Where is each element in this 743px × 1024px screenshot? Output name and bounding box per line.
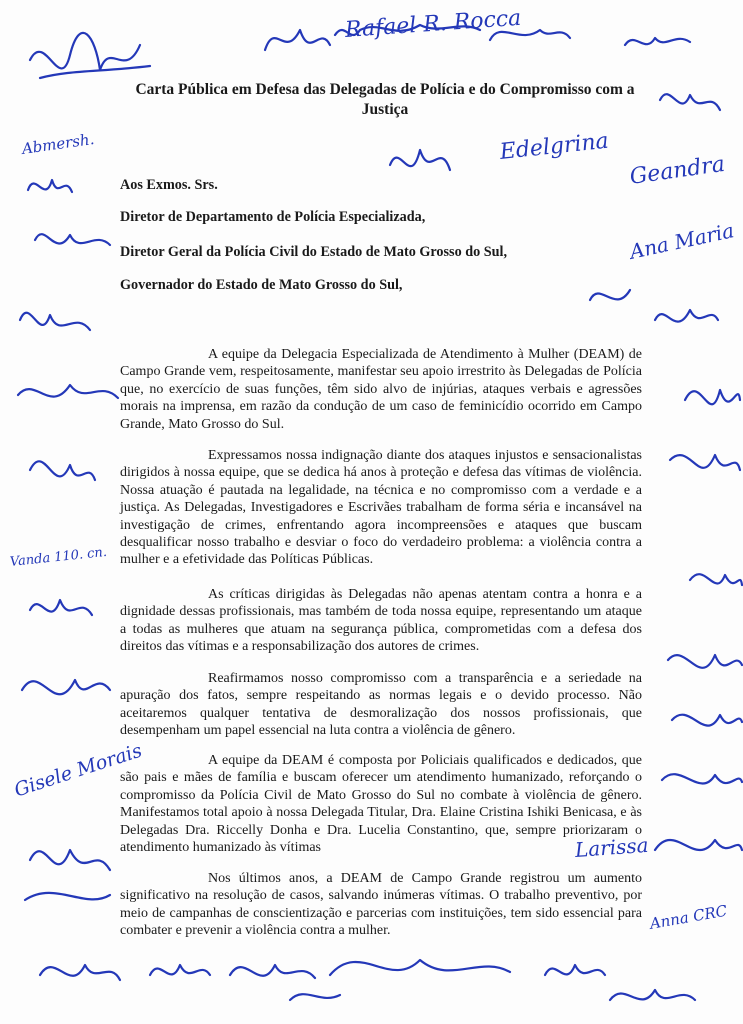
signature-edelgrina: Edelgrina	[498, 128, 610, 165]
paragraph-3: As críticas dirigidas às Delegadas não apenas atentam contra a honra e a dignidade dessas profissionais, mas também de toda nossa equipe, representando um ataque a todas as mulheres que atuam na segurança pública, comprometidas com a defesa dos direitos das vítimas e a responsabilização dos autores de crimes.	[120, 587, 642, 655]
paragraph-6: Nos últimos anos, a DEAM de Campo Grande registrou um aumento significativo na resolução de casos, salvando inúmeras vítimas. O trabalho preventivo, por meio de campanhas de conscientização e parcerias com instituições, tem sido essencial para combater e prevenir a violência contra a mulher.	[120, 871, 642, 939]
paragraph-1: A equipe da Delegacia Especializada de Atendimento à Mulher (DEAM) de Campo Grande vem, respeitosamente, manifestar seu apoio irrestrito às Delegadas de Polícia que, no exercício de suas funções, têm sido alvo de injúrias, ataques verbais e agressões morais na imprensa, em razão da condução de um caso de feminicídio ocorrido em Campo Grande, Mato Grosso do Sul.	[120, 347, 642, 432]
recipient-governador: Governador do Estado de Mato Grosso do Sul,	[120, 277, 403, 293]
paragraph-2: Expressamos nossa indignação diante dos ataques injustos e sensacionalistas dirigidos à nossa equipe, que se dedica há anos à proteção e defesa das vítimas de violência. Nossa atuação é pautada na legalidade, na técnica e no compromisso com a verdade e a justiça. As Delegadas, Investigadores e Escrivães trabalham de forma séria e incansável na investigação de crimes, enfrentando agora incompreensões e ataques que buscam desqualificar nosso trabalho e desviar o foco do verdadeiro problema: a violência contra a mulher e a efetividade das Políticas Públicas.	[120, 448, 642, 568]
recipient-diretor-departamento: Diretor de Departamento de Polícia Especializada,	[120, 209, 426, 225]
signature-rafael: Rafael R. Rocca	[344, 5, 523, 43]
signature-anna-crc: Anna CRC	[648, 901, 729, 933]
signature-gisele: Gisele Morais	[11, 739, 145, 802]
salutation: Aos Exmos. Srs.	[120, 177, 218, 193]
recipient-diretor-geral: Diretor Geral da Polícia Civil do Estado de Mato Grosso do Sul,	[120, 244, 508, 260]
letter-title: Carta Pública em Defesa das Delegadas de Polícia e do Compromisso com a Justiça	[135, 81, 635, 118]
signature-geandra: Geandra	[628, 151, 727, 190]
paragraph-5: A equipe da DEAM é composta por Policiais qualificados e dedicados, que são pais e mães de família e buscam oferecer um atendimento humanizado, reforçando o compromisso da Polícia Civil de Mato Grosso do Sul no combate à violência de gênero. Manifestamos total apoio à nossa Delegada Titular, Dra. Elaine Cristina Ishiki Benicasa, e às Delegadas Dra. Riccelly Donha e Dra. Lucelia Constantino, que, sempre priorizaram o atendimento humanizado às vítimas	[120, 753, 642, 856]
signature-abmersh: Abmersh.	[20, 129, 96, 158]
signature-larissa: Larissa	[574, 832, 650, 862]
signature-vanda: Vanda 110. cn.	[9, 544, 108, 570]
paragraph-4: Reafirmamos nosso compromisso com a transparência e a seriedade na apuração dos fatos, sempre respeitando as normas legais e o devido processo. Não aceitaremos qualquer tentativa de desmoralização dos nossos profissionais, que desempenham um papel essencial na luta contra a violência de gênero.	[120, 671, 642, 739]
signature-ana-maria: Ana Maria	[627, 218, 737, 264]
